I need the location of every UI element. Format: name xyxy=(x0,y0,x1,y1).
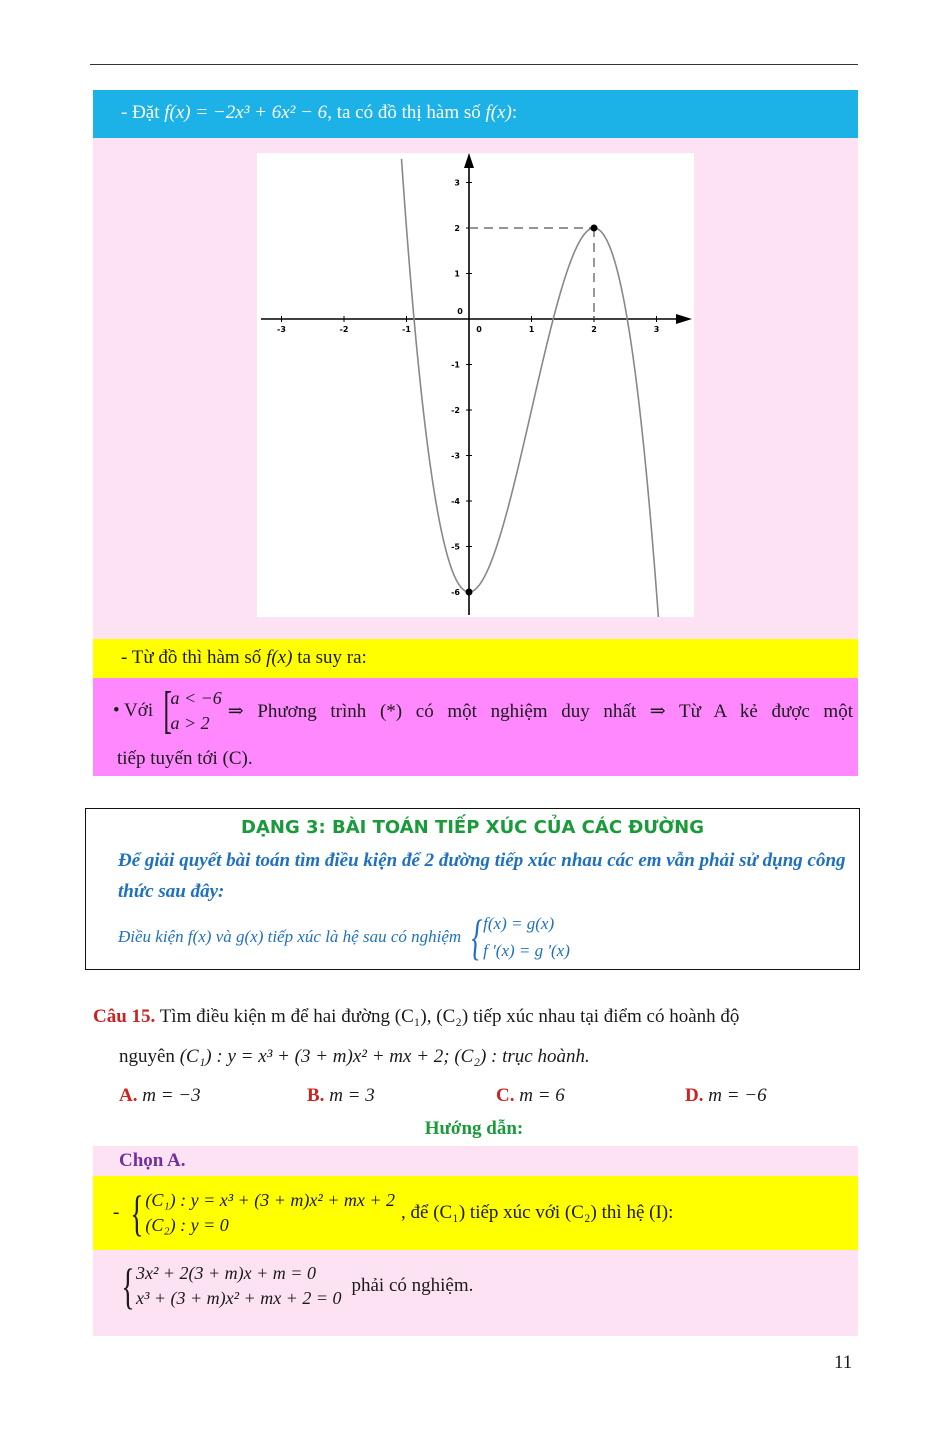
method-condition xyxy=(118,909,576,965)
guide-title: Hướng dẫn: xyxy=(424,1118,524,1139)
question-text-1: Tìm điều kiện m để hai đường (C₁), (C₂) tiếp xúc nhau tại điểm có hoành độ xyxy=(155,1006,740,1027)
brace-symbol: { xyxy=(471,909,483,965)
option-c[interactable] xyxy=(496,1085,565,1107)
y-tick-label: -3 xyxy=(451,451,460,461)
option-c-value: m = 6 xyxy=(519,1085,565,1106)
option-a-value: m = −3 xyxy=(142,1085,201,1106)
header-func-name: f(x) xyxy=(485,102,512,123)
method-equations xyxy=(483,910,570,964)
case-conditions xyxy=(170,686,221,736)
case-line xyxy=(113,684,853,738)
case-cond-1: a < −6 xyxy=(170,688,222,708)
case-result: ⇒ Phương trình (*) có một nghiệm duy nhất ⇒ Từ A kẻ được một xyxy=(227,700,853,722)
graph-point xyxy=(466,589,473,596)
option-b-letter: B. xyxy=(307,1085,325,1106)
x-axis-arrow xyxy=(676,314,692,324)
method-system xyxy=(467,910,570,964)
page-number: 11 xyxy=(834,1352,853,1373)
deduce-suffix: ta suy ra: xyxy=(292,647,367,668)
guide-system-2-lines xyxy=(136,1261,341,1311)
guide-choice: Chọn A. xyxy=(119,1150,186,1171)
deduce-prefix: - Từ đồ thì hàm số xyxy=(121,647,267,668)
option-b[interactable] xyxy=(307,1085,375,1107)
top-rule xyxy=(90,64,858,65)
method-eq-1: f(x) = g(x) xyxy=(483,914,555,933)
x-tick-label: 3 xyxy=(653,325,660,334)
x-tick-label: 2 xyxy=(591,325,597,334)
function-graph xyxy=(257,153,694,617)
option-d-value: m = −6 xyxy=(708,1085,767,1106)
option-b-value: m = 3 xyxy=(329,1085,375,1106)
brace-symbol: { xyxy=(130,1185,144,1241)
method-title: DẠNG 3: BÀI TOÁN TIẾP XÚC CỦA CÁC ĐƯỜNG xyxy=(241,817,704,838)
guide-sys1-line-1: (C₁) : y = x³ + (3 + m)x² + mx + 2 xyxy=(145,1190,396,1210)
case-box xyxy=(93,678,858,776)
y-tick-label: 1 xyxy=(454,269,460,279)
x-tick-label: 0 xyxy=(476,325,482,334)
graph-svg xyxy=(257,153,694,617)
method-eq-2: f '(x) = g '(x) xyxy=(483,941,570,960)
option-d[interactable] xyxy=(685,1085,767,1107)
header-prefix: - Đặt xyxy=(121,102,165,123)
question-text-2-prefix: nguyên xyxy=(119,1046,180,1067)
y-axis-arrow xyxy=(464,153,474,168)
x-tick-label: -1 xyxy=(402,325,411,334)
guide-system-2-row xyxy=(110,1254,473,1318)
case-bullet: • Với xyxy=(113,700,154,721)
header-bar xyxy=(93,90,858,138)
bracket-symbol: [ xyxy=(163,682,173,739)
header-suffix: , ta có đồ thị hàm số xyxy=(327,102,486,123)
option-a-letter: A. xyxy=(119,1085,138,1106)
guide-system-2 xyxy=(116,1258,342,1314)
method-box xyxy=(85,808,860,970)
y-tick-label: -2 xyxy=(451,406,460,415)
option-d-letter: D. xyxy=(685,1085,704,1106)
guide-sys1-tail: , để (C₁) tiếp xúc với (C₂) thì hệ (I): xyxy=(401,1202,674,1223)
guide-sys2-line-1: 3x² + 2(3 + m)x + m = 0 xyxy=(136,1263,316,1283)
option-c-letter: C. xyxy=(496,1085,515,1106)
case-system xyxy=(159,682,222,739)
y-tick-label: -6 xyxy=(451,588,460,597)
question-line-1 xyxy=(93,1006,739,1028)
y-tick-label: -5 xyxy=(451,542,460,552)
x-tick-label: 1 xyxy=(528,325,535,334)
guide-sys2-tail: phải có nghiệm. xyxy=(351,1275,474,1296)
question-text-2-math: (C₁) : y = x³ + (3 + m)x² + mx + 2; (C₂) : trục hoành. xyxy=(179,1046,590,1067)
deduce-bar xyxy=(93,639,858,678)
graph-point xyxy=(591,225,598,232)
y-tick-label: 0 xyxy=(457,307,463,316)
y-tick-label: 2 xyxy=(454,224,460,233)
brace-symbol: { xyxy=(121,1258,135,1314)
question-line-2 xyxy=(119,1046,590,1068)
x-tick-label: -2 xyxy=(339,325,349,334)
question-label: Câu 15. xyxy=(93,1006,156,1027)
y-tick-label: 3 xyxy=(454,178,460,188)
method-description: Để giải quyết bài toán tìm điều kiện để 2 đường tiếp xúc nhau các em vẫn phải sử dụng công thức sau đây: xyxy=(118,850,846,902)
x-tick-label: -3 xyxy=(277,325,286,334)
deduce-func: f(x) xyxy=(266,647,293,668)
option-a[interactable] xyxy=(119,1085,201,1107)
case-cond-2: a > 2 xyxy=(170,713,210,733)
guide-dash: - xyxy=(113,1202,120,1223)
y-tick-label: -1 xyxy=(451,360,460,370)
header-func-def: f(x) = −2x³ + 6x² − 6 xyxy=(164,102,328,123)
y-tick-label: -4 xyxy=(451,497,460,506)
guide-sys2-line-2: x³ + (3 + m)x² + mx + 2 = 0 xyxy=(136,1288,342,1308)
header-colon: : xyxy=(511,102,518,123)
guide-system-bar xyxy=(93,1176,858,1250)
guide-system-1 xyxy=(125,1185,396,1241)
guide-system-1-lines xyxy=(145,1188,395,1238)
method-condition-text: Điều kiện f(x) và g(x) tiếp xúc là hệ sau có nghiệm xyxy=(118,927,462,946)
case-result-line-2: tiếp tuyến tới (C). xyxy=(117,748,253,769)
guide-sys1-line-2: (C₂) : y = 0 xyxy=(145,1215,229,1235)
